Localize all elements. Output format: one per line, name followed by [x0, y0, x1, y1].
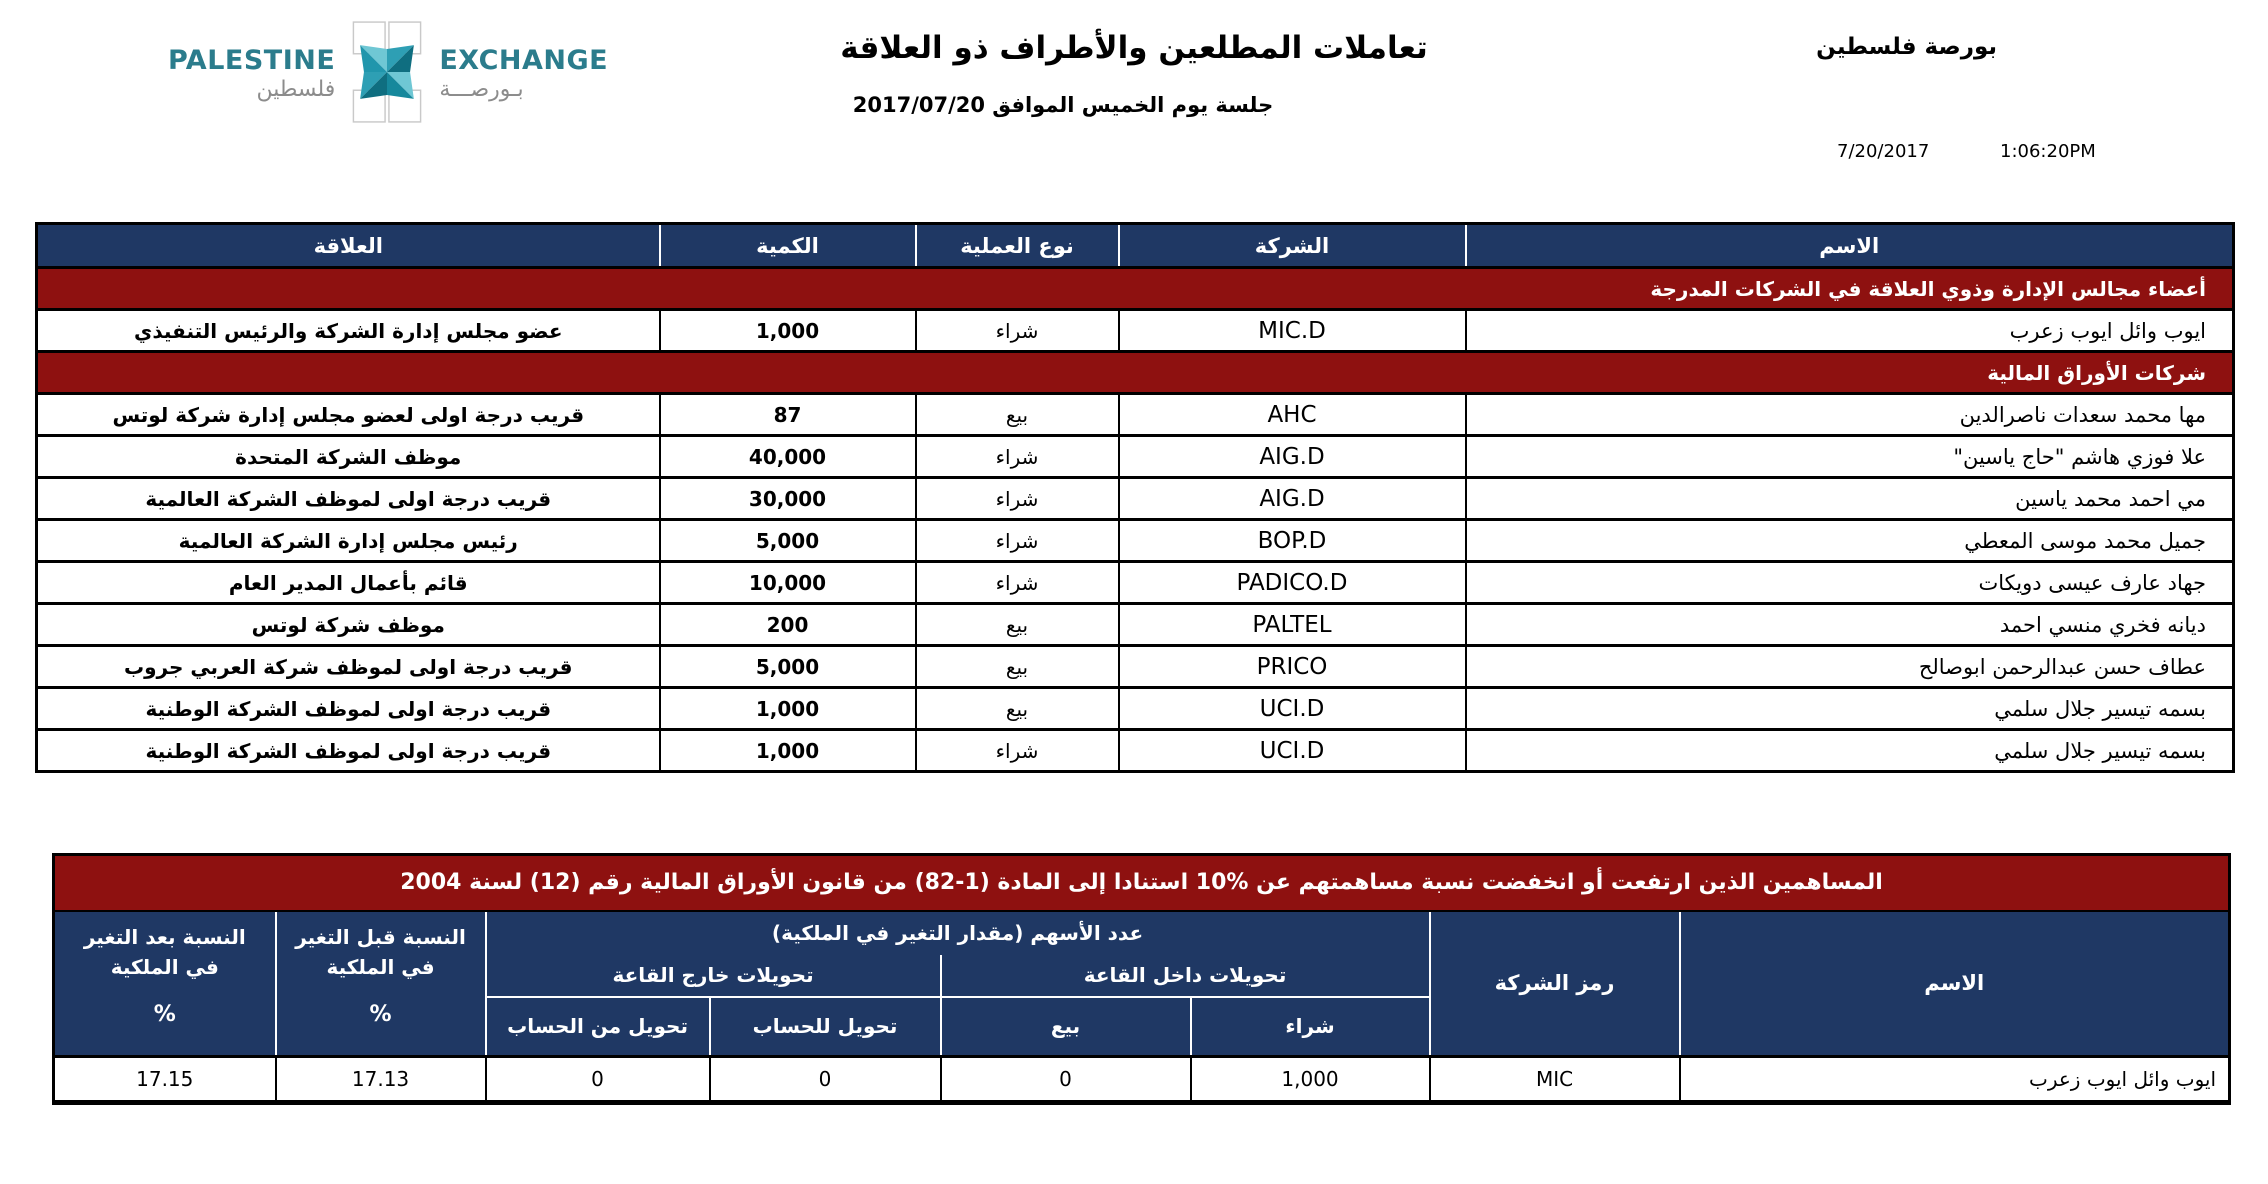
- quantity-cell: 200: [660, 604, 916, 646]
- relation-cell: قائم بأعمال المدير العام: [37, 562, 660, 604]
- table-row: [37, 730, 2234, 772]
- table-row: [37, 520, 2234, 562]
- table-row: [37, 604, 2234, 646]
- table-row: [37, 436, 2234, 478]
- pct-before-cell: 17.13: [276, 1057, 486, 1103]
- buy-cell: 1,000: [1191, 1057, 1430, 1103]
- transfer-from-cell: 0: [486, 1057, 710, 1103]
- print-time: 1:06:20PM: [2000, 141, 2096, 162]
- transfer-to-cell: 0: [710, 1057, 941, 1103]
- col-header-sell: بيع: [941, 997, 1191, 1057]
- logo-palestine-label: PALESTINE: [168, 45, 336, 77]
- percent-sign: %: [153, 1001, 176, 1027]
- pct-after-line1: النسبة بعد التغير: [83, 924, 246, 949]
- type-cell: شراء: [916, 562, 1119, 604]
- table-row: [37, 688, 2234, 730]
- name-cell: علا فوزي هاشم "حاج ياسين": [1466, 436, 2234, 478]
- quantity-cell: 1,000: [660, 310, 916, 352]
- col-header-relation: العلاقة: [37, 224, 660, 268]
- relation-cell: قريب درجة اولى لعضو مجلس إدارة شركة لوتس: [37, 394, 660, 436]
- percent-sign: %: [369, 1001, 392, 1027]
- report-session-subtitle: جلسة يوم الخميس الموافق 2017/07/20: [852, 93, 1274, 117]
- col-header-pct-after: [54, 911, 276, 1057]
- pct-after-line2: في الملكية: [110, 954, 219, 979]
- relation-cell: قريب درجة اولى لموظف شركة العربي جروب: [37, 646, 660, 688]
- relation-cell: قريب درجة اولى لموظف الشركة الوطنية: [37, 730, 660, 772]
- type-cell: بيع: [916, 646, 1119, 688]
- print-date: 7/20/2017: [1837, 141, 1930, 162]
- company-cell: UCI.D: [1119, 730, 1466, 772]
- type-cell: بيع: [916, 394, 1119, 436]
- name-cell: ايوب وائل ايوب زعرب: [1680, 1057, 2230, 1103]
- quantity-cell: 1,000: [660, 730, 916, 772]
- relation-cell: قريب درجة اولى لموظف الشركة العالمية: [37, 478, 660, 520]
- company-cell: PALTEL: [1119, 604, 1466, 646]
- table2-header-row-1: [54, 911, 2230, 955]
- symbol-cell: MIC: [1430, 1057, 1680, 1103]
- company-cell: AHC: [1119, 394, 1466, 436]
- table2-title: المساهمين الذين ارتفعت أو انخفضت نسبة مساهمتهم عن %10 استنادا إلى المادة (1-82) من قانون الأوراق المالية رقم (12) لسنة 2004: [54, 855, 2230, 911]
- pct-before-line1: النسبة قبل التغير: [295, 924, 466, 949]
- company-cell: AIG.D: [1119, 478, 1466, 520]
- col-header-pct-before: [276, 911, 486, 1057]
- table-row: [37, 562, 2234, 604]
- section-title: أعضاء مجالس الإدارة وذوي العلاقة في الشركات المدرجة: [37, 268, 2234, 310]
- table-row: [37, 478, 2234, 520]
- relation-cell: موظف الشركة المتحدة: [37, 436, 660, 478]
- table-row: [37, 646, 2234, 688]
- quantity-cell: 30,000: [660, 478, 916, 520]
- relation-cell: قريب درجة اولى لموظف الشركة الوطنية: [37, 688, 660, 730]
- table-row: [54, 1057, 2230, 1103]
- name-cell: مي احمد محمد ياسين: [1466, 478, 2234, 520]
- quantity-cell: 5,000: [660, 646, 916, 688]
- company-cell: BOP.D: [1119, 520, 1466, 562]
- table-row: [37, 310, 2234, 352]
- name-cell: جهاد عارف عيسى دويكات: [1466, 562, 2234, 604]
- col-header-transfer-from: تحويل من الحساب: [486, 997, 710, 1057]
- logo-falasteen-label: فلسطين: [256, 76, 336, 102]
- col-header-transfer-to: تحويل للحساب: [710, 997, 941, 1057]
- name-cell: عطاف حسن عبدالرحمن ابوصالح: [1466, 646, 2234, 688]
- col-group-inside-hall: تحويلات داخل القاعة: [941, 955, 1430, 997]
- type-cell: بيع: [916, 604, 1119, 646]
- company-cell: AIG.D: [1119, 436, 1466, 478]
- quantity-cell: 10,000: [660, 562, 916, 604]
- col-header-name: الاسم: [1680, 911, 2230, 1057]
- type-cell: شراء: [916, 730, 1119, 772]
- name-cell: جميل محمد موسى المعطي: [1466, 520, 2234, 562]
- name-cell: مها محمد سعدات ناصرالدين: [1466, 394, 2234, 436]
- col-header-symbol: رمز الشركة: [1430, 911, 1680, 1057]
- name-cell: ايوب وائل ايوب زعرب: [1466, 310, 2234, 352]
- org-name: بورصة فلسطين: [1816, 34, 1997, 60]
- type-cell: شراء: [916, 310, 1119, 352]
- name-cell: بسمه تيسير جلال سلمي: [1466, 730, 2234, 772]
- name-cell: ديانه فخري منسي احمد: [1466, 604, 2234, 646]
- relation-cell: رئيس مجلس إدارة الشركة العالمية: [37, 520, 660, 562]
- pct-before-line2: في الملكية: [326, 954, 435, 979]
- name-cell: بسمه تيسير جلال سلمي: [1466, 688, 2234, 730]
- type-cell: شراء: [916, 436, 1119, 478]
- quantity-cell: 40,000: [660, 436, 916, 478]
- col-group-shares-change: عدد الأسهم (مقدار التغير في الملكية): [486, 911, 1430, 955]
- relation-cell: موظف شركة لوتس: [37, 604, 660, 646]
- section-title: شركات الأوراق المالية: [37, 352, 2234, 394]
- company-cell: MIC.D: [1119, 310, 1466, 352]
- company-cell: UCI.D: [1119, 688, 1466, 730]
- col-header-type: نوع العملية: [916, 224, 1119, 268]
- report-title: تعاملات المطلعين والأطراف ذو العلاقة: [840, 30, 1428, 66]
- quantity-cell: 5,000: [660, 520, 916, 562]
- major-shareholders-table: [52, 853, 2231, 1105]
- quantity-cell: 1,000: [660, 688, 916, 730]
- pct-after-cell: 17.15: [54, 1057, 276, 1103]
- company-cell: PRICO: [1119, 646, 1466, 688]
- relation-cell: عضو مجلس إدارة الشركة والرئيس التنفيذي: [37, 310, 660, 352]
- col-group-outside-hall: تحويلات خارج القاعة: [486, 955, 941, 997]
- table-header-row: [37, 224, 2234, 268]
- col-header-buy: شراء: [1191, 997, 1430, 1057]
- col-header-company: الشركة: [1119, 224, 1466, 268]
- sell-cell: 0: [941, 1057, 1191, 1103]
- type-cell: شراء: [916, 520, 1119, 562]
- type-cell: بيع: [916, 688, 1119, 730]
- company-cell: PADICO.D: [1119, 562, 1466, 604]
- table2-title-band: [54, 855, 2230, 911]
- section-band-board-members: [37, 268, 2234, 310]
- insiders-transactions-table: [35, 222, 2235, 773]
- section-band-securities-firms: [37, 352, 2234, 394]
- logo-exchange-label: EXCHANGE: [439, 45, 609, 77]
- col-header-name: الاسم: [1466, 224, 2234, 268]
- quantity-cell: 87: [660, 394, 916, 436]
- col-header-quantity: الكمية: [660, 224, 916, 268]
- table-row: [37, 394, 2234, 436]
- type-cell: شراء: [916, 478, 1119, 520]
- logo-bursa-label: بـورصـــة: [439, 76, 524, 102]
